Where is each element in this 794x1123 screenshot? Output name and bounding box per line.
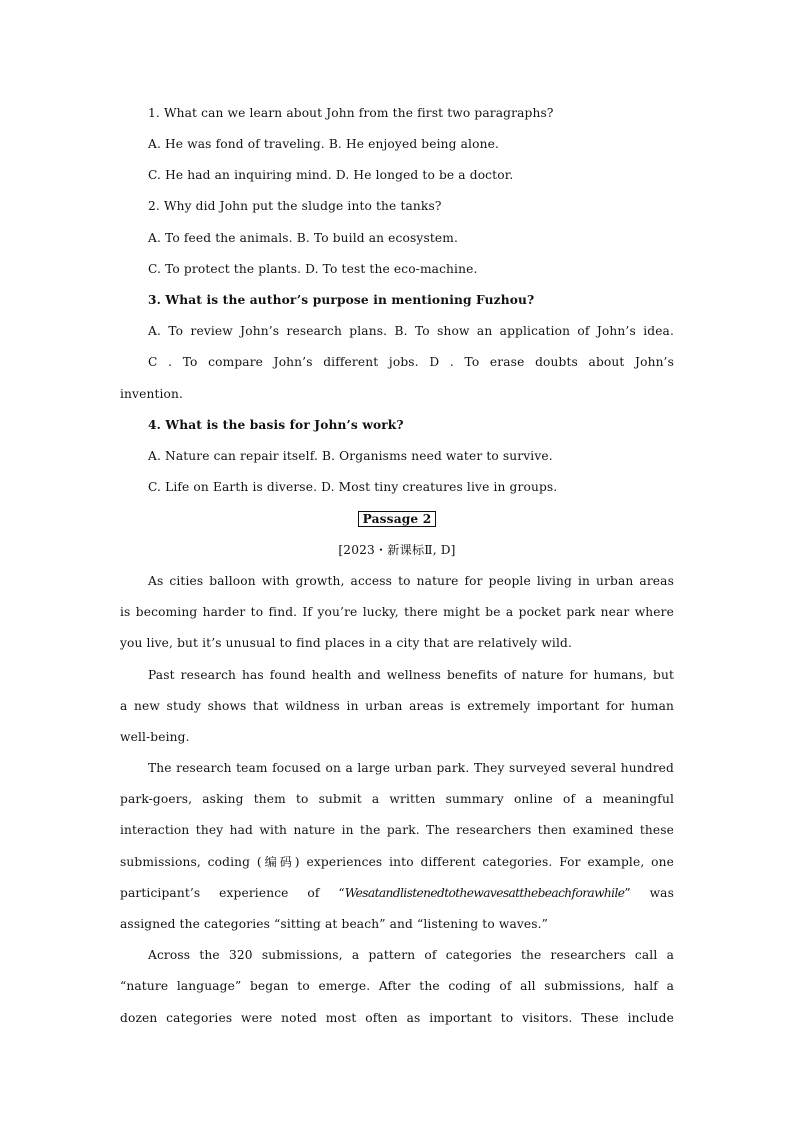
paragraph-4-line-1: Across the 320 submissions, a pattern of categories the researchers call a [148, 948, 674, 962]
question-4-options-ab: A. Nature can repair itself. B. Organisms need water to survive. [148, 449, 553, 463]
paragraph-3-line-1: The research team focused on a large urban park. They surveyed several hundred [148, 761, 674, 775]
paragraph-1-line-1: As cities balloon with growth, access to nature for people living in urban areas [148, 574, 674, 588]
question-3-stem: 3. What is the author’s purpose in mentioning Fuzhou? [148, 293, 535, 307]
question-2-options-cd: C. To protect the plants. D. To test the eco-machine. [148, 262, 478, 276]
paragraph-3-line-6: assigned the categories “sitting at beach” and “listening to waves.” [120, 917, 549, 931]
passage-source: [2023・新课标Ⅱ, D] [338, 543, 456, 557]
question-4-options-cd: C. Life on Earth is diverse. D. Most tiny creatures live in groups. [148, 480, 558, 494]
paragraph-1-line-2: is becoming harder to find. If you’re lucky, there might be a pocket park near where [120, 605, 674, 619]
paragraph-2-line-1: Past research has found health and wellness benefits of nature for humans, but [148, 668, 674, 682]
passage-title: Passage 2 [358, 511, 437, 527]
paragraph-3-line-4: submissions, coding (编码) experiences into different categories. For example, one [120, 855, 674, 869]
paragraph-3-line-5-pre: participant’s experience of “ [120, 886, 345, 900]
question-4-stem: 4. What is the basis for John’s work? [148, 418, 404, 432]
question-3-options-cd: C . To compare John’s different jobs. D . To erase doubts about John’s [148, 355, 674, 369]
paragraph-4-line-2: “nature language” began to emerge. After the coding of all submissions, half a [120, 979, 674, 993]
paragraph-2-line-3: well-being. [120, 730, 190, 744]
question-1-options-ab: A. He was fond of traveling. B. He enjoyed being alone. [148, 137, 499, 151]
paragraph-4-line-3: dozen categories were noted most often as important to visitors. These include [120, 1011, 674, 1025]
question-3-options-ab: A. To review John’s research plans. B. To show an application of John’s idea. [148, 324, 674, 338]
question-1-options-cd: C. He had an inquiring mind. D. He longed to be a doctor. [148, 168, 514, 182]
paragraph-2-line-2: a new study shows that wildness in urban areas is extremely important for human [120, 699, 674, 713]
paragraph-3-line-5-post: ” was [624, 886, 674, 900]
question-2-stem: 2. Why did John put the sludge into the tanks? [148, 199, 442, 213]
paragraph-3-line-2: park-goers, asking them to submit a written summary online of a meaningful [120, 792, 674, 806]
paragraph-3-line-3: interaction they had with nature in the park. The researchers then examined these [120, 823, 674, 837]
question-2-options-ab: A. To feed the animals. B. To build an ecosystem. [148, 231, 458, 245]
question-1-stem: 1. What can we learn about John from the first two paragraphs? [148, 106, 554, 120]
paragraph-1-line-3: you live, but it’s unusual to find places in a city that are relatively wild. [120, 636, 572, 650]
passage-title-wrapper [0, 511, 794, 527]
paragraph-3-quote: Wesatandlistenedtothewavesatthebeachforawhile [344, 886, 625, 900]
question-3-options-cd-continued: invention. [120, 387, 184, 401]
paragraph-3-line-5 [120, 885, 674, 901]
